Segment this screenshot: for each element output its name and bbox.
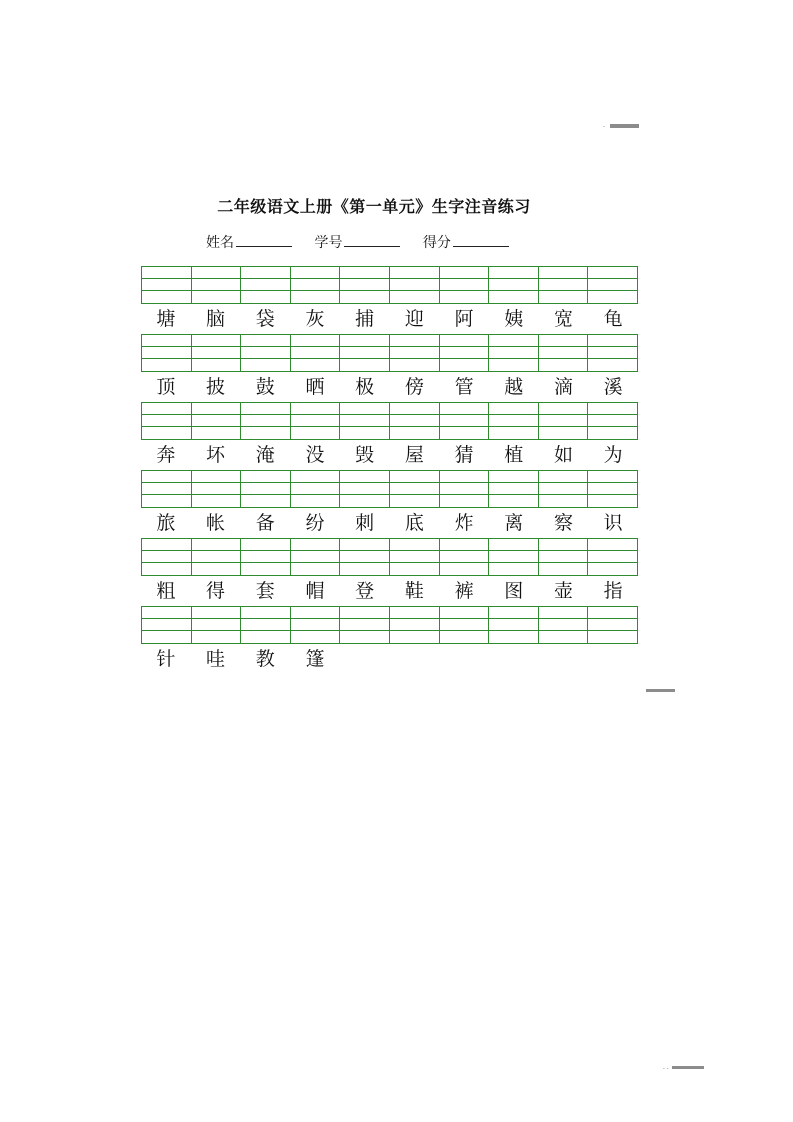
pinyin-writing-cell[interactable] xyxy=(440,471,490,507)
pinyin-writing-cell[interactable] xyxy=(291,267,341,303)
pinyin-writing-cell[interactable] xyxy=(142,335,192,371)
character-cell: 识 xyxy=(603,512,623,534)
character-cell: 离 xyxy=(504,512,524,534)
pinyin-writing-cell[interactable] xyxy=(241,607,291,643)
character-cell: 帽 xyxy=(305,580,325,602)
pinyin-writing-cell[interactable] xyxy=(489,539,539,575)
pinyin-writing-row xyxy=(141,402,638,440)
pinyin-writing-cell[interactable] xyxy=(440,403,490,439)
pinyin-writing-row xyxy=(141,470,638,508)
character-cell: 没 xyxy=(305,444,325,466)
character-cell: 鞋 xyxy=(404,580,424,602)
pinyin-writing-row xyxy=(141,266,638,304)
character-cell: 溪 xyxy=(603,376,623,398)
character-row xyxy=(141,508,638,538)
page-mark-bar xyxy=(672,1066,704,1069)
pinyin-writing-cell[interactable] xyxy=(241,471,291,507)
pinyin-writing-cell[interactable] xyxy=(241,335,291,371)
pinyin-writing-cell[interactable] xyxy=(142,471,192,507)
student-number-field xyxy=(314,232,400,252)
pinyin-writing-cell[interactable] xyxy=(192,403,242,439)
score-label: 得分 xyxy=(422,235,451,251)
pinyin-writing-cell[interactable] xyxy=(291,403,341,439)
character-cell: 晒 xyxy=(305,376,325,398)
character-cell: 龟 xyxy=(603,308,623,330)
character-cell: 毁 xyxy=(355,444,375,466)
pinyin-writing-cell[interactable] xyxy=(390,471,440,507)
pinyin-writing-cell[interactable] xyxy=(142,607,192,643)
character-cell: 哇 xyxy=(206,648,226,670)
character-cell: 旅 xyxy=(156,512,176,534)
pinyin-writing-cell[interactable] xyxy=(390,607,440,643)
character-cell: 图 xyxy=(504,580,524,602)
character-row xyxy=(141,304,638,334)
pinyin-writing-cell[interactable] xyxy=(192,267,242,303)
character-cell: 鼓 xyxy=(255,376,275,398)
character-row xyxy=(141,440,638,470)
score-blank[interactable] xyxy=(453,234,509,247)
character-cell: 塘 xyxy=(156,308,176,330)
character-cell: 篷 xyxy=(305,648,325,670)
pinyin-writing-cell[interactable] xyxy=(390,539,440,575)
pinyin-writing-cell[interactable] xyxy=(539,403,589,439)
pinyin-writing-cell[interactable] xyxy=(142,539,192,575)
pinyin-writing-cell[interactable] xyxy=(489,471,539,507)
pinyin-writing-cell[interactable] xyxy=(340,267,390,303)
pinyin-writing-cell[interactable] xyxy=(241,267,291,303)
character-cell: 宽 xyxy=(553,308,573,330)
character-cell: 壶 xyxy=(553,580,573,602)
pinyin-writing-cell[interactable] xyxy=(192,539,242,575)
character-cell: 极 xyxy=(355,376,375,398)
character-cell: 披 xyxy=(206,376,226,398)
character-cell: 灰 xyxy=(305,308,325,330)
character-cell: 顶 xyxy=(156,376,176,398)
pinyin-writing-cell[interactable] xyxy=(539,335,589,371)
character-cell: 植 xyxy=(504,444,524,466)
student-number-label: 学号 xyxy=(314,235,343,251)
character-cell: 傍 xyxy=(404,376,424,398)
pinyin-writing-cell[interactable] xyxy=(489,403,539,439)
character-cell: 得 xyxy=(206,580,226,602)
pinyin-writing-cell[interactable] xyxy=(440,335,490,371)
pinyin-writing-cell[interactable] xyxy=(291,539,341,575)
pinyin-writing-cell[interactable] xyxy=(489,607,539,643)
pinyin-writing-cell[interactable] xyxy=(588,267,637,303)
character-cell: 登 xyxy=(355,580,375,602)
character-cell: 为 xyxy=(603,444,623,466)
pinyin-practice-grid xyxy=(141,266,638,674)
character-cell: 备 xyxy=(255,512,275,534)
name-label: 姓名 xyxy=(206,235,234,251)
pinyin-writing-row xyxy=(141,538,638,576)
character-cell: 针 xyxy=(156,648,176,670)
pinyin-writing-cell[interactable] xyxy=(340,403,390,439)
pinyin-writing-cell[interactable] xyxy=(539,607,589,643)
pinyin-writing-cell[interactable] xyxy=(241,403,291,439)
pinyin-writing-cell[interactable] xyxy=(588,335,637,371)
character-cell: 迎 xyxy=(404,308,424,330)
character-cell: 姨 xyxy=(504,308,524,330)
pinyin-writing-cell[interactable] xyxy=(192,335,242,371)
character-cell: 指 xyxy=(603,580,623,602)
character-cell: 阿 xyxy=(454,308,474,330)
pinyin-writing-cell[interactable] xyxy=(142,267,192,303)
character-cell: 袋 xyxy=(255,308,275,330)
pinyin-writing-cell[interactable] xyxy=(390,403,440,439)
pinyin-writing-row xyxy=(141,334,638,372)
character-cell: 教 xyxy=(255,648,275,670)
character-row xyxy=(141,644,638,674)
pinyin-writing-cell[interactable] xyxy=(539,539,589,575)
character-cell: 滴 xyxy=(553,376,573,398)
page-mark-bar xyxy=(610,124,639,128)
character-cell: 裤 xyxy=(454,580,474,602)
worksheet-title: 二年级语文上册《第一单元》生字注音练习 xyxy=(217,197,531,216)
name-field xyxy=(206,232,292,252)
character-cell: 捕 xyxy=(355,308,375,330)
character-row xyxy=(141,576,638,606)
pinyin-writing-cell[interactable] xyxy=(340,539,390,575)
pinyin-writing-cell[interactable] xyxy=(390,335,440,371)
pinyin-writing-cell[interactable] xyxy=(539,471,589,507)
pinyin-writing-cell[interactable] xyxy=(440,539,490,575)
character-cell: 如 xyxy=(553,444,573,466)
character-cell: 猜 xyxy=(454,444,474,466)
student-info-line xyxy=(206,232,527,252)
pinyin-writing-row xyxy=(141,606,638,644)
character-row xyxy=(141,372,638,402)
pinyin-writing-cell[interactable] xyxy=(588,539,637,575)
character-cell: 淹 xyxy=(255,444,275,466)
pinyin-writing-cell[interactable] xyxy=(192,471,242,507)
character-cell: 套 xyxy=(255,580,275,602)
character-cell: 越 xyxy=(504,376,524,398)
pinyin-writing-cell[interactable] xyxy=(440,607,490,643)
pinyin-writing-cell[interactable] xyxy=(291,335,341,371)
pinyin-writing-cell[interactable] xyxy=(192,607,242,643)
character-cell: 炸 xyxy=(454,512,474,534)
pinyin-writing-cell[interactable] xyxy=(340,607,390,643)
pinyin-writing-cell[interactable] xyxy=(291,607,341,643)
pinyin-writing-cell[interactable] xyxy=(390,267,440,303)
character-cell: 察 xyxy=(553,512,573,534)
character-cell: 刺 xyxy=(355,512,375,534)
name-blank[interactable] xyxy=(236,234,292,247)
pinyin-writing-cell[interactable] xyxy=(489,335,539,371)
pinyin-writing-cell[interactable] xyxy=(340,471,390,507)
pinyin-writing-cell[interactable] xyxy=(588,471,637,507)
page-mark-bar xyxy=(646,689,675,692)
pinyin-writing-cell[interactable] xyxy=(588,403,637,439)
pinyin-writing-cell[interactable] xyxy=(340,335,390,371)
page-mark-dot: · xyxy=(603,124,605,131)
character-cell: 管 xyxy=(454,376,474,398)
pinyin-writing-cell[interactable] xyxy=(588,607,637,643)
character-cell: 脑 xyxy=(206,308,226,330)
student-number-blank[interactable] xyxy=(344,234,400,247)
pinyin-writing-cell[interactable] xyxy=(539,267,589,303)
score-field xyxy=(423,232,509,252)
pinyin-writing-cell[interactable] xyxy=(142,403,192,439)
character-cell: 坏 xyxy=(206,444,226,466)
character-cell: 纷 xyxy=(305,512,325,534)
pinyin-writing-cell[interactable] xyxy=(489,267,539,303)
character-cell: 底 xyxy=(404,512,424,534)
character-cell: 屋 xyxy=(404,444,424,466)
page-mark-dot: · · xyxy=(663,1066,669,1073)
character-cell: 奔 xyxy=(156,444,176,466)
pinyin-writing-cell[interactable] xyxy=(291,471,341,507)
character-cell: 粗 xyxy=(156,580,176,602)
pinyin-writing-cell[interactable] xyxy=(241,539,291,575)
character-cell: 帐 xyxy=(206,512,226,534)
pinyin-writing-cell[interactable] xyxy=(440,267,490,303)
